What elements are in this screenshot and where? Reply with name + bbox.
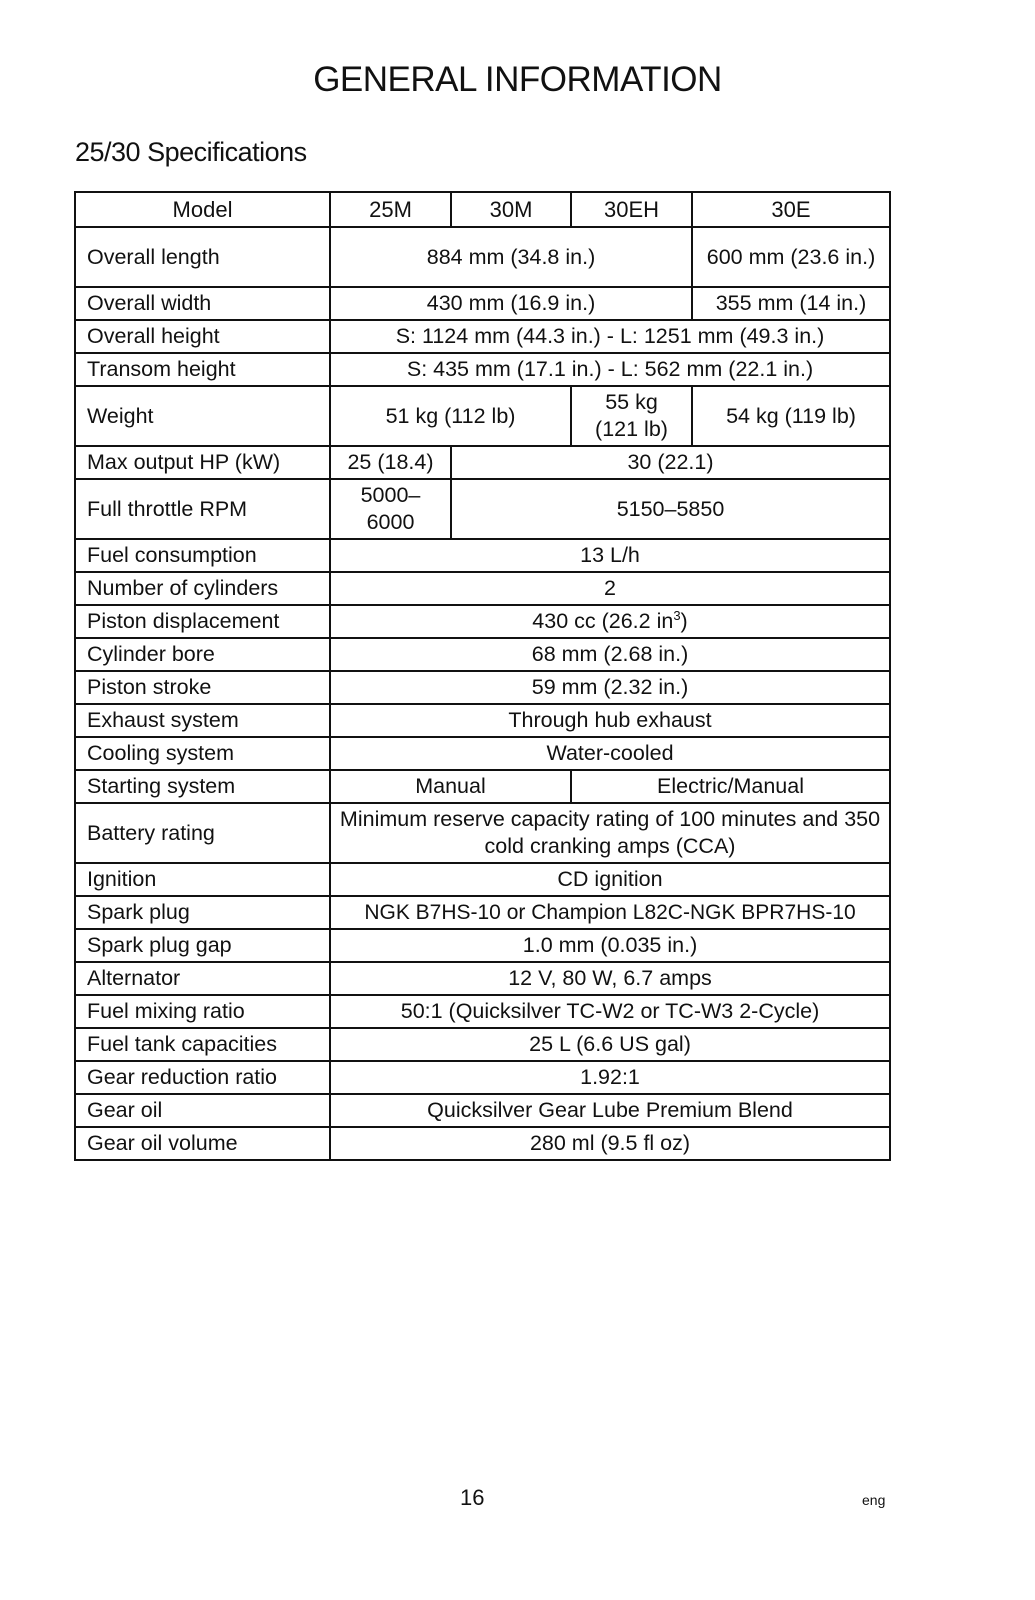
row-label: Gear reduction ratio bbox=[75, 1061, 330, 1094]
cell-value: 12 V, 80 W, 6.7 amps bbox=[330, 962, 890, 995]
row-label: Fuel tank capacities bbox=[75, 1028, 330, 1061]
row-label: Starting system bbox=[75, 770, 330, 803]
row-label: Overall width bbox=[75, 287, 330, 320]
table-row bbox=[75, 386, 890, 446]
row-label: Overall length bbox=[75, 227, 330, 287]
column-header: 30M bbox=[451, 192, 571, 227]
table-row bbox=[75, 929, 890, 962]
cell-value: Minimum reserve capacity rating of 100 minutes and 350 cold cranking amps (CCA) bbox=[330, 803, 890, 863]
cell-value: 1.0 mm (0.035 in.) bbox=[330, 929, 890, 962]
row-label: Fuel mixing ratio bbox=[75, 995, 330, 1028]
table-row bbox=[75, 737, 890, 770]
cell-value: Electric/Manual bbox=[571, 770, 890, 803]
table-row bbox=[75, 1028, 890, 1061]
row-label: Spark plug bbox=[75, 896, 330, 929]
cell-value: 50:1 (Quicksilver TC-W2 or TC-W3 2-Cycle) bbox=[330, 995, 890, 1028]
row-label: Cylinder bore bbox=[75, 638, 330, 671]
displacement-close: ) bbox=[680, 609, 688, 633]
cell-value: 59 mm (2.32 in.) bbox=[330, 671, 890, 704]
cell-value: 30 (22.1) bbox=[451, 446, 890, 479]
cell-value: 25 (18.4) bbox=[330, 446, 451, 479]
table-row bbox=[75, 1094, 890, 1127]
table-row bbox=[75, 803, 890, 863]
row-label: Ignition bbox=[75, 863, 330, 896]
table-row bbox=[75, 227, 890, 287]
column-header: 30EH bbox=[571, 192, 692, 227]
cell-value: 13 L/h bbox=[330, 539, 890, 572]
row-label: Full throttle RPM bbox=[75, 479, 330, 539]
cell-value: S: 1124 mm (44.3 in.) - L: 1251 mm (49.3 in.) bbox=[330, 320, 890, 353]
row-label: Max output HP (kW) bbox=[75, 446, 330, 479]
row-label: Cooling system bbox=[75, 737, 330, 770]
language-tag: eng bbox=[862, 1492, 886, 1508]
cell-value: 25 L (6.6 US gal) bbox=[330, 1028, 890, 1061]
column-header: 30E bbox=[692, 192, 890, 227]
table-row bbox=[75, 896, 890, 929]
row-label: Weight bbox=[75, 386, 330, 446]
table-row bbox=[75, 671, 890, 704]
section-title: 25/30 Specifications bbox=[75, 137, 307, 167]
table-row bbox=[75, 962, 890, 995]
row-label: Alternator bbox=[75, 962, 330, 995]
column-header: 25M bbox=[330, 192, 451, 227]
table-row bbox=[75, 539, 890, 572]
cell-value bbox=[330, 605, 890, 638]
superscript-exponent: 3 bbox=[673, 607, 681, 623]
cell-value: 5000–6000 bbox=[330, 479, 451, 539]
cell-value: Through hub exhaust bbox=[330, 704, 890, 737]
row-label: Gear oil bbox=[75, 1094, 330, 1127]
cell-value: Quicksilver Gear Lube Premium Blend bbox=[330, 1094, 890, 1127]
specifications-table bbox=[74, 191, 891, 1161]
row-label: Overall height bbox=[75, 320, 330, 353]
cell-value: NGK B7HS-10 or Champion L82C-NGK BPR7HS-10 bbox=[330, 896, 890, 929]
cell-value: 5150–5850 bbox=[451, 479, 890, 539]
cell-value: Water-cooled bbox=[330, 737, 890, 770]
page-title: GENERAL INFORMATION bbox=[313, 60, 722, 99]
cell-value: 430 mm (16.9 in.) bbox=[330, 287, 692, 320]
table-row bbox=[75, 863, 890, 896]
row-label: Battery rating bbox=[75, 803, 330, 863]
row-label: Exhaust system bbox=[75, 704, 330, 737]
table-row bbox=[75, 605, 890, 638]
table-row bbox=[75, 320, 890, 353]
cell-value: 51 kg (112 lb) bbox=[330, 386, 571, 446]
page-number: 16 bbox=[460, 1485, 485, 1510]
cell-value: CD ignition bbox=[330, 863, 890, 896]
row-label: Transom height bbox=[75, 353, 330, 386]
cell-value: 280 ml (9.5 fl oz) bbox=[330, 1127, 890, 1160]
table-header-row bbox=[75, 192, 890, 227]
row-label: Fuel consumption bbox=[75, 539, 330, 572]
cell-value: 884 mm (34.8 in.) bbox=[330, 227, 692, 287]
cell-value: Manual bbox=[330, 770, 571, 803]
cell-value: 355 mm (14 in.) bbox=[692, 287, 890, 320]
row-label: Gear oil volume bbox=[75, 1127, 330, 1160]
row-label: Number of cylinders bbox=[75, 572, 330, 605]
cell-value: 55 kg (121 lb) bbox=[571, 386, 692, 446]
table-row bbox=[75, 287, 890, 320]
table-row bbox=[75, 1061, 890, 1094]
table-row bbox=[75, 479, 890, 539]
cell-value: 54 kg (119 lb) bbox=[692, 386, 890, 446]
cell-value: 1.92:1 bbox=[330, 1061, 890, 1094]
cell-value: 600 mm (23.6 in.) bbox=[692, 227, 890, 287]
cell-value: 68 mm (2.68 in.) bbox=[330, 638, 890, 671]
table-row bbox=[75, 704, 890, 737]
table-row bbox=[75, 995, 890, 1028]
row-label: Piston stroke bbox=[75, 671, 330, 704]
cell-value: 2 bbox=[330, 572, 890, 605]
row-label: Piston displacement bbox=[75, 605, 330, 638]
column-header: Model bbox=[75, 192, 330, 227]
table-row bbox=[75, 446, 890, 479]
table-row bbox=[75, 638, 890, 671]
table-row bbox=[75, 572, 890, 605]
table-row bbox=[75, 770, 890, 803]
table-row bbox=[75, 353, 890, 386]
row-label: Spark plug gap bbox=[75, 929, 330, 962]
table-row bbox=[75, 1127, 890, 1160]
displacement-value: 430 cc (26.2 in bbox=[532, 609, 674, 633]
cell-value: S: 435 mm (17.1 in.) - L: 562 mm (22.1 in.) bbox=[330, 353, 890, 386]
